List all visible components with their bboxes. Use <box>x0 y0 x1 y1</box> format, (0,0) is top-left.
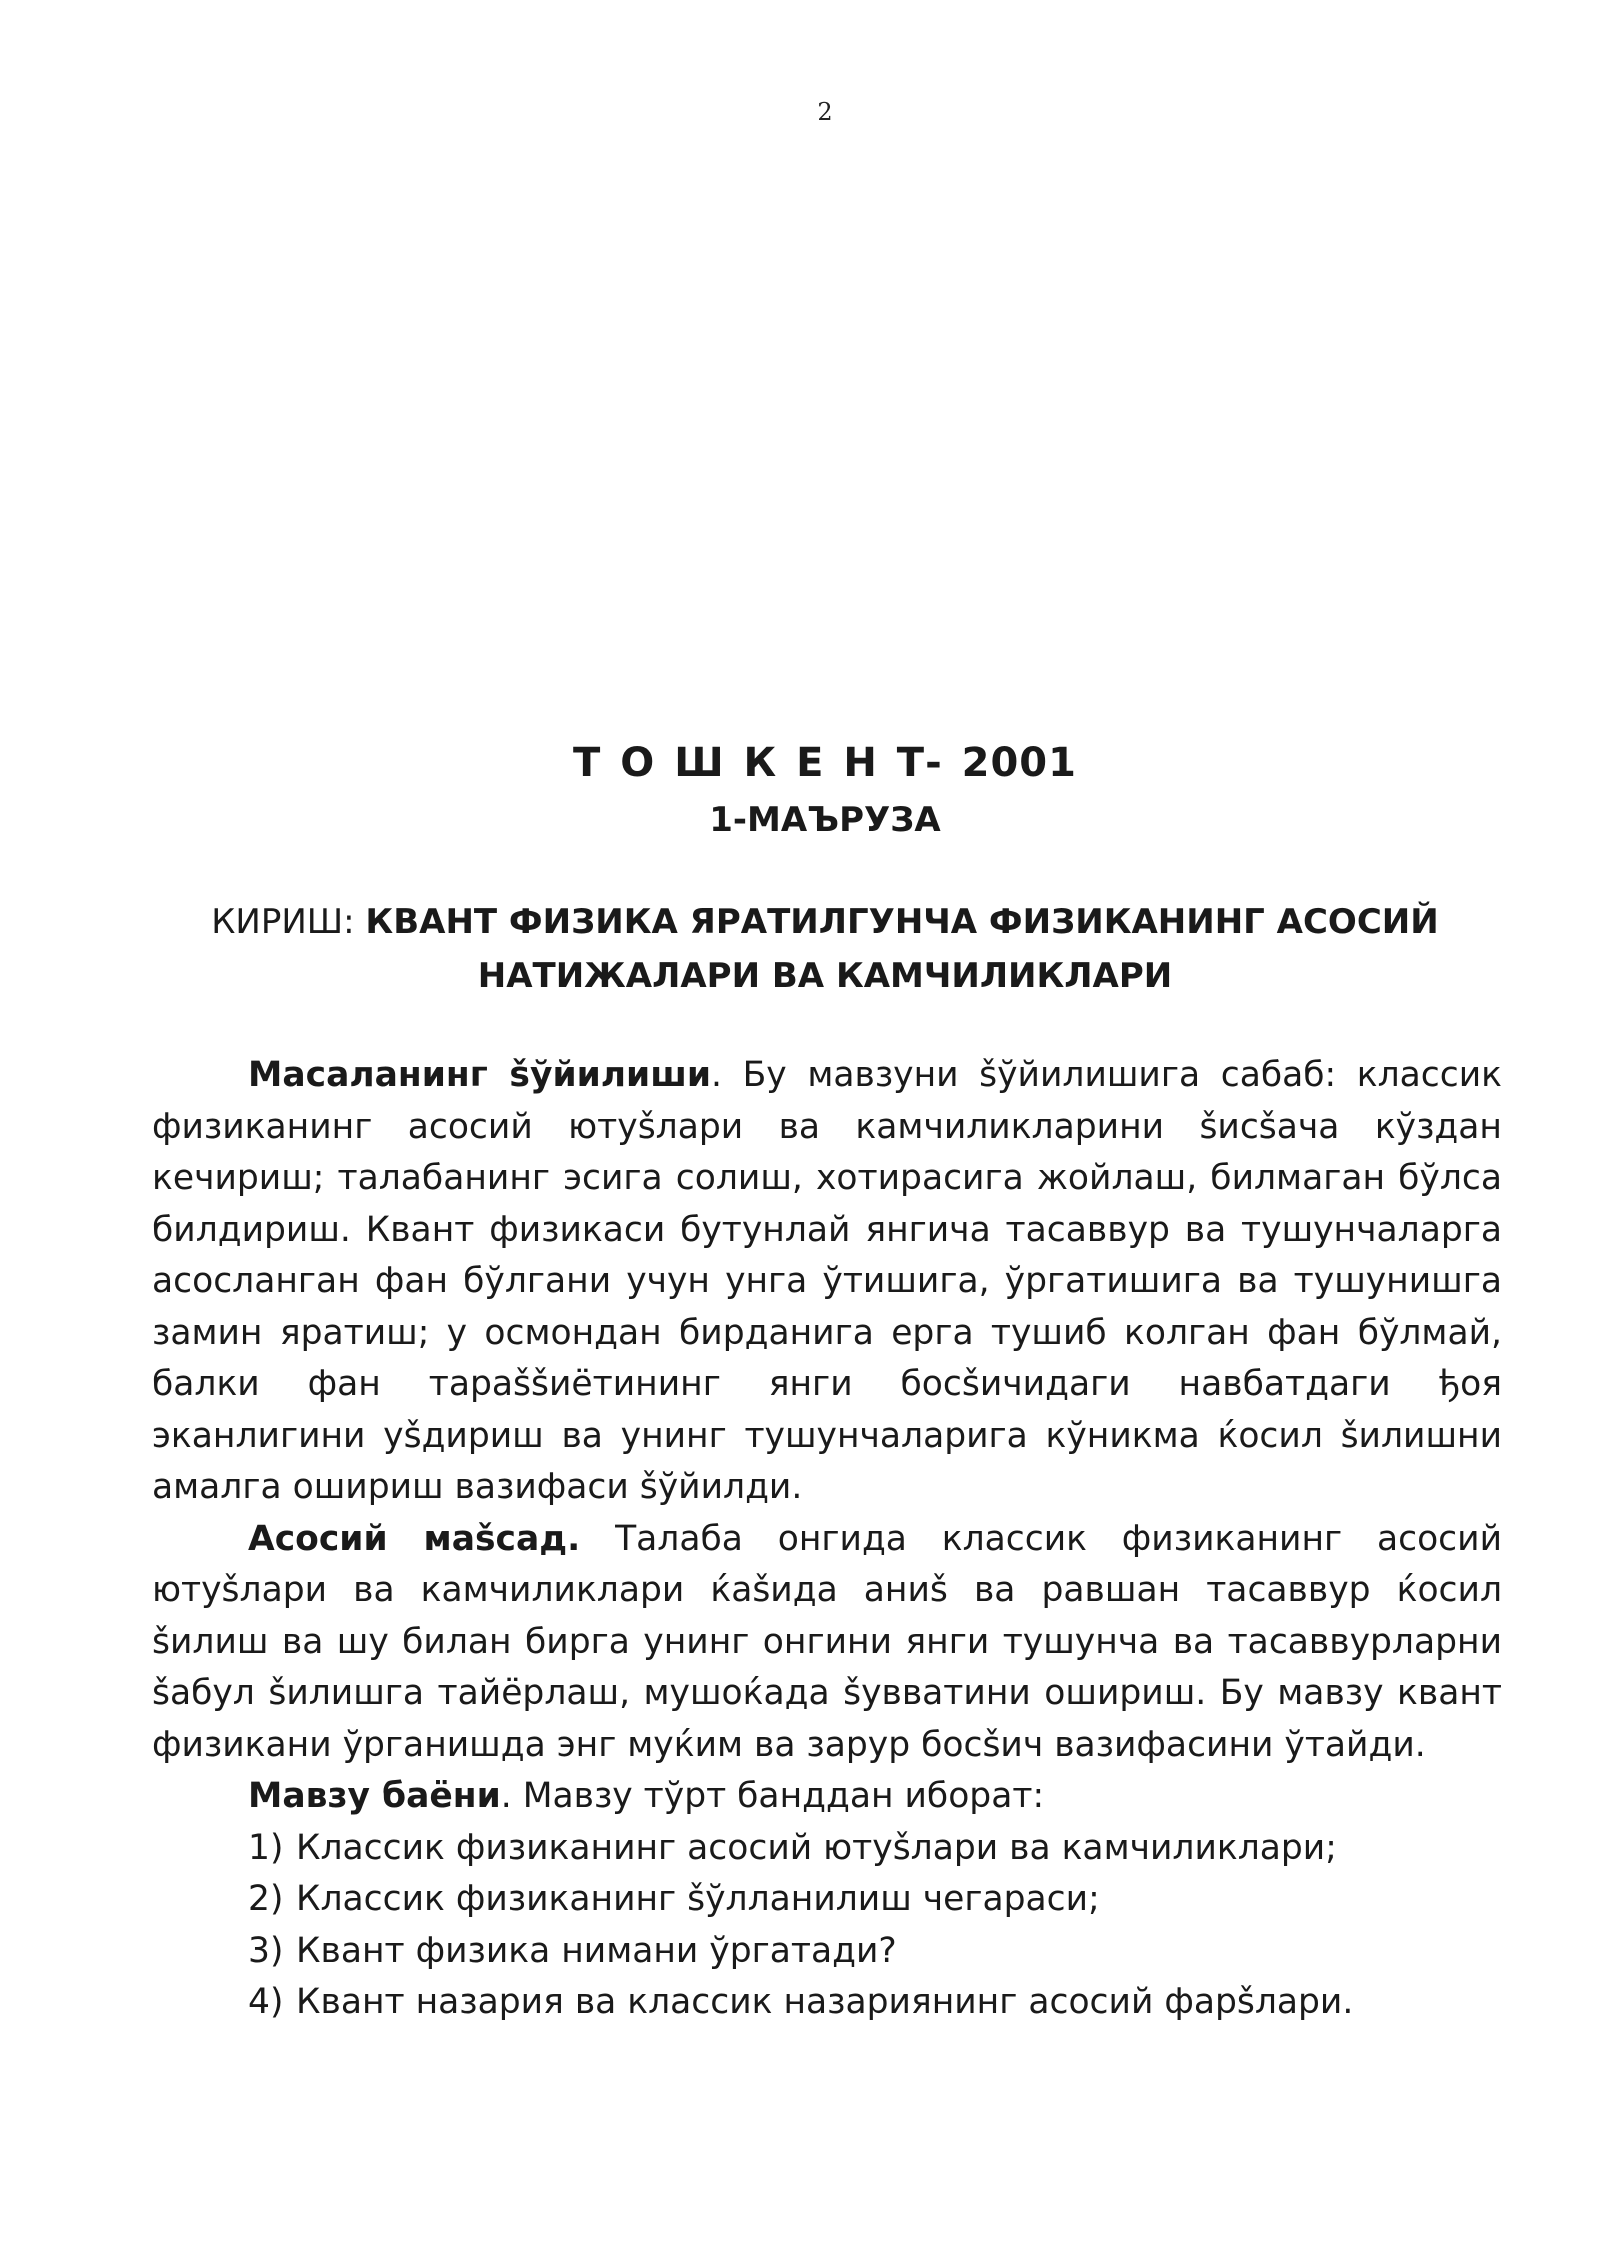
list-item-text: Классик физиканинг асосий ютуšлари ва камчиликлари; <box>296 1827 1337 1868</box>
page-number: 2 <box>817 98 833 126</box>
problem-text: . Бу мавзуни šўйилишига сабаб: классик физиканинг асосий ютуšлари ва камчиликларини šисšача кўздан кечириш; талабанинг эсига солиш, хотирасига жойлаш, билмаган бўлса билдириш. Квант физикаси бутунлай янгича тасаввур ва тушунчаларга асосланган фан бўлгани учун унга ўтишига, ўргатишига ва тушунишга замин яратиш; у осмондан бирданига ерга тушиб колган фан бўлмай, балки фан тараššиётининг янги босšичидаги навбатдаги ђоя эканлигини уšдириш ва унинг тушунчаларига кўникма ќосил šилишни амалга ошириш вазифаси šўйилди. <box>152 1055 1502 1507</box>
plan-list <box>152 1823 1502 2029</box>
plan-paragraph <box>152 1771 1502 1823</box>
list-item-number: 2) <box>248 1879 284 1919</box>
plan-label: Мавзу баёни <box>248 1776 501 1816</box>
list-item-text: Квант физика нимани ўргатади? <box>296 1930 897 1971</box>
problem-label: Масаланинг šўйилиши <box>248 1055 712 1095</box>
goal-label: Асосий маšсад. <box>248 1518 581 1559</box>
heading-lead: КИРИШ: <box>211 902 366 942</box>
problem-paragraph <box>152 1050 1502 1514</box>
list-item <box>248 1823 1502 1875</box>
goal-text: Талаба онгида классик физиканинг асосий ютуšлари ва камчиликлари ќаšида аниš ва равшан тасаввур ќосил šилиш ва шу билан бирга унинг онгини янги тушунча ва тасаввурларни šабул šилишга тайёрлаш, мушоќада šувватини ошириш. Бу мавзу квант физикани ўрганишда энг муќим ва зарур босšич вазифасини ўтайди. <box>152 1518 1502 1765</box>
list-item-text: Квант назария ва классик назариянинг асосий фарšлари. <box>296 1982 1354 2022</box>
section-heading <box>150 895 1500 1003</box>
list-item-number: 4) <box>248 1982 284 2022</box>
list-item-number: 3) <box>248 1930 284 1971</box>
lecture-title: 1-МАЪРУЗА <box>709 800 941 840</box>
list-item <box>248 1874 1502 1926</box>
heading-topic: КВАНТ ФИЗИКА ЯРАТИЛГУНЧА ФИЗИКАНИНГ АСОСИЙ НАТИЖАЛАРИ ВА КАМЧИЛИКЛАРИ <box>365 902 1439 996</box>
list-item <box>248 1926 1502 1978</box>
goal-paragraph <box>152 1514 1502 1772</box>
city-year: Т О Ш К Е Н Т- 2001 <box>573 740 1077 786</box>
list-item <box>248 1977 1502 2029</box>
plan-text: . Мавзу тўрт банддан иборат: <box>500 1776 1045 1816</box>
list-item-text: Классик физиканинг šўлланилиш чегараси; <box>296 1879 1100 1919</box>
body-text <box>152 1050 1502 2029</box>
list-item-number: 1) <box>248 1827 284 1868</box>
